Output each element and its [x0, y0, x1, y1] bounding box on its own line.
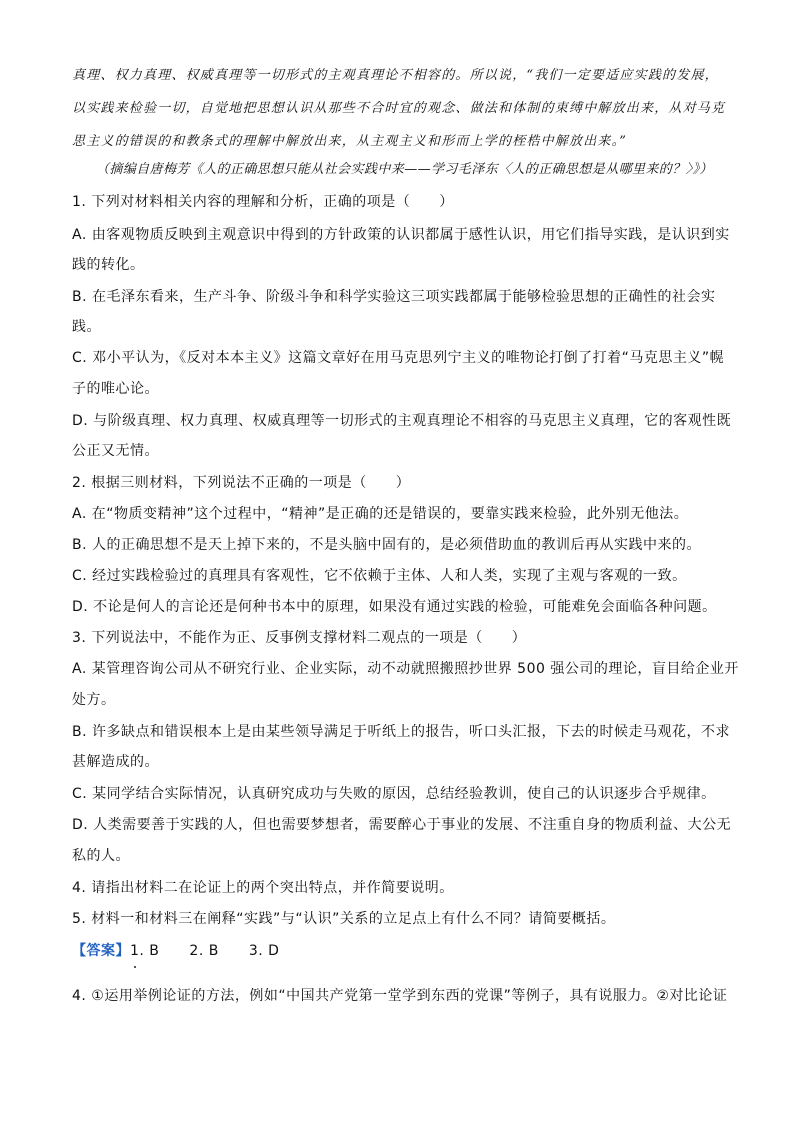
stray-mark	[134, 966, 136, 968]
answer-2: 2. B	[189, 943, 219, 959]
question-1-option-c-line-1: C. 邓小平认为，《反对本本主义》这篇文章好在用马克思列宁主义的唯物论打倒了打着“马克思主义”幌	[72, 350, 725, 366]
question-4: 4. 请指出材料二在论证上的两个突出特点，并作简要说明。	[72, 880, 454, 896]
question-1-option-d-line-2: 公正又无情。	[72, 443, 159, 459]
question-2-option-b: B. 人的正确思想不是天上掉下来的，不是头脑中固有的，是必须借助血的教训后再从实践中来的。	[72, 537, 702, 553]
paragraph-line-1: 真理、权力真理、权威真理等一切形式的主观真理论不相容的。所以说，“我们一定要适应实践的发展，	[72, 68, 719, 83]
question-3-option-b-line-2: 甚解造成的。	[72, 754, 159, 770]
question-3-option-d-line-2: 私的人。	[72, 848, 130, 864]
question-3-option-d-line-1: D. 人类需要善于实践的人，但也需要梦想者，需要醉心于事业的发展、不注重自身的物质利益、大公无	[72, 817, 732, 833]
answer-row	[72, 941, 309, 961]
question-3-option-a-line-2: 处方。	[72, 692, 116, 708]
question-1-option-a-line-2: 践的转化。	[72, 257, 145, 273]
question-2-option-a: A. 在“物质变精神”这个过程中，“精神”是正确的还是错误的，要靠实践来检验，此外别无他法。	[72, 506, 689, 522]
source-citation: （摘编自唐梅芳《人的正确思想只能从社会实践中来——学习毛泽东〈人的正确思想是从哪里来的？〉》）	[96, 162, 713, 177]
paragraph-line-2: 以实践来检验一切，自觉地把思想认识从那些不合时宜的观念、做法和体制的束缚中解放出来，从对马克	[72, 101, 726, 116]
question-5: 5. 材料一和材料三在阐释“实践”与“认识”关系的立足点上有什么不同？请简要概括。	[72, 911, 616, 927]
question-2-stem: 2. 根据三则材料，下列说法不正确的一项是（ ）	[72, 475, 411, 491]
answer-4-explanation: 4. ①运用举例论证的方法，例如“中国共产党第一堂学到东西的党课”等例子，具有说服力。②对比论证	[72, 988, 728, 1004]
question-1-option-b-line-2: 践。	[72, 319, 101, 335]
question-1-option-b-line-1: B. 在毛泽东看来，生产斗争、阶级斗争和科学实验这三项实践都属于能够检验思想的正确性的社会实	[72, 289, 716, 305]
question-1-option-a-line-1: A. 由客观物质反映到主观意识中得到的方针政策的认识都属于感性认识，用它们指导实践，是认识到实	[72, 227, 730, 243]
answer-1: 1. B	[130, 943, 160, 959]
question-2-option-c: C. 经过实践检验过的真理具有客观性，它不依赖于主体、人和人类，实现了主观与客观的一致。	[72, 568, 687, 584]
question-3-option-c: C. 某同学结合实际情况，认真研究成功与失败的原因，总结经验教训，使自己的认识逐步合乎规律。	[72, 786, 716, 802]
paragraph-line-3: 思主义的错误的和教条式的理解中解放出来，从主观主义和形而上学的桎梏中解放出来。”	[72, 134, 628, 149]
answer-tag: 【答案】	[72, 943, 130, 959]
question-2-option-d: D. 不论是何人的言论还是何种书本中的原理，如果没有通过实践的检验，可能难免会面临各种问题。	[72, 599, 717, 615]
question-3-option-a-line-1: A. 某管理咨询公司从不研究行业、企业实际，动不动就照搬照抄世界 500 强公司的理论，盲目给企业开	[72, 661, 739, 677]
question-1-stem: 1. 下列对材料相关内容的理解和分析，正确的项是（ ）	[72, 194, 454, 210]
question-3-stem: 3. 下列说法中，不能作为正、反事例支撑材料二观点的一项是（ ）	[72, 630, 527, 646]
question-1-option-c-line-2: 子的唯心论。	[72, 381, 159, 397]
question-3-option-b-line-1: B. 许多缺点和错误根本上是由某些领导满足于听纸上的报告，听口头汇报，下去的时候走马观花，不求	[72, 724, 731, 740]
answer-3: 3. D	[248, 943, 280, 959]
question-1-option-d-line-1: D. 与阶级真理、权力真理、权威真理等一切形式的主观真理论不相容的马克思主义真理，它的客观性既	[72, 413, 732, 429]
